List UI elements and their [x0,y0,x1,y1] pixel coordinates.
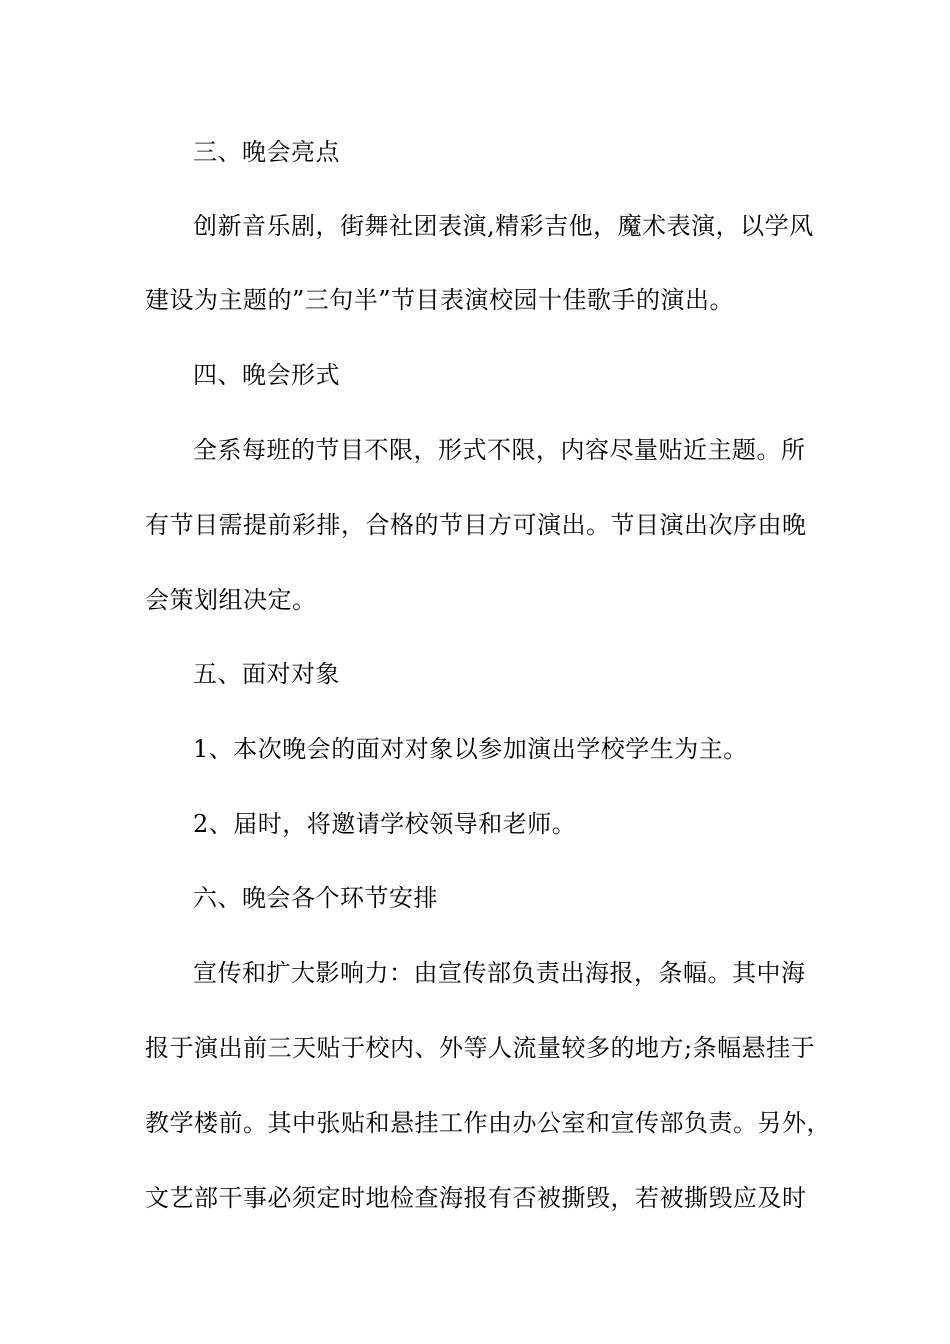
paragraph-line: 全系每班的节目不限，形式不限，内容尽量贴近主题。所 [193,436,806,464]
heading-section-5: 五、面对对象 [193,660,340,688]
paragraph-line: 报于演出前三天贴于校内、外等人流量较多的地方;条幅悬挂于 [145,1034,816,1062]
paragraph-line: 建设为主题的”三句半”节目表演校园十佳歌手的演出。 [145,286,735,314]
heading-section-3: 三、晚会亮点 [193,138,340,166]
heading-section-4: 四、晚会形式 [193,361,340,389]
heading-section-6: 六、晚会各个环节安排 [193,884,438,912]
list-item: 2、届时，将邀请学校领导和老师。 [193,810,577,838]
list-item: 1、本次晚会的面对对象以参加演出学校学生为主。 [193,735,748,763]
paragraph-line: 文艺部干事必须定时地检查海报有否被撕毁，若被撕毁应及时 [145,1184,807,1212]
paragraph-line: 创新音乐剧，街舞社团表演,精彩吉他，魔术表演，以学风 [193,212,814,240]
paragraph-line: 宣传和扩大影响力：由宣传部负责出海报，条幅。其中海 [193,959,806,987]
paragraph-line: 教学楼前。其中张贴和悬挂工作由办公室和宣传部负责。另外， [145,1109,831,1137]
paragraph-line: 会策划组决定。 [145,586,317,614]
paragraph-line: 有节目需提前彩排，合格的节目方可演出。节目演出次序由晚 [145,511,807,539]
